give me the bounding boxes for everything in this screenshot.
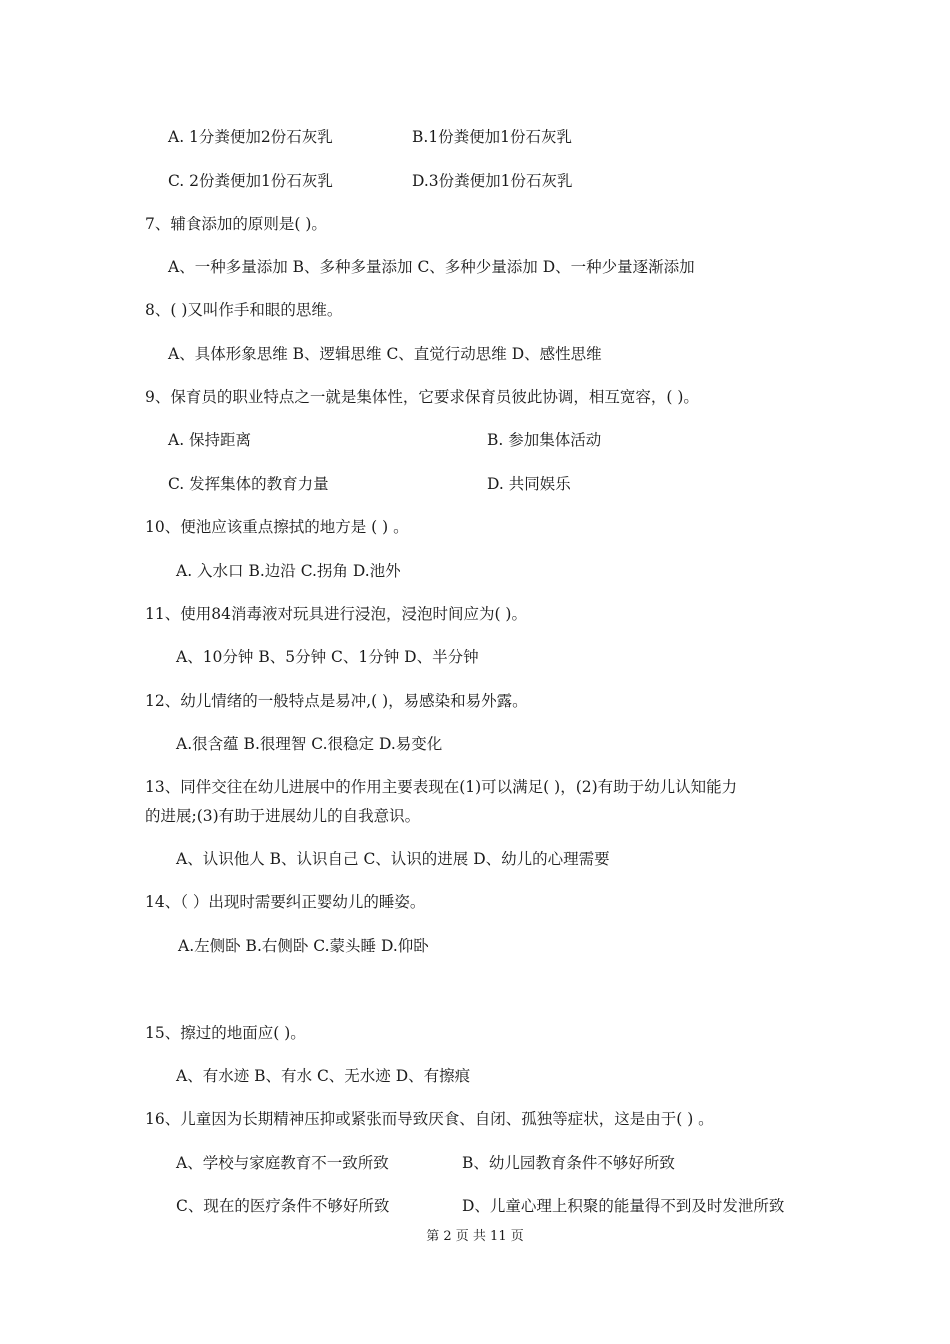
q16-option-a: A、学校与家庭教育不一致所致 — [176, 1154, 389, 1172]
question-12-options: A.很含蕴 B.很理智 C.很稳定 D.易变化 — [176, 735, 443, 753]
question-13-line-2: 的进展;(3)有助于进展幼儿的自我意识。 — [145, 807, 421, 825]
question-14: 14、（ ）出现时需要纠正婴幼儿的睡姿。 — [145, 893, 426, 911]
question-7: 7、辅食添加的原则是( )。 — [145, 215, 327, 233]
question-13-line-1: 13、同伴交往在幼儿进展中的作用主要表现在(1)可以满足( )，(2)有助于幼儿认知能力 — [145, 778, 738, 796]
q6-option-c: C. 2份粪便加1份石灰乳 — [168, 172, 333, 190]
q6-option-a: A. 1分粪便加2份石灰乳 — [168, 128, 333, 146]
q9-option-b: B. 参加集体活动 — [487, 431, 602, 449]
question-11-options: A、10分钟 B、5分钟 C、1分钟 D、半分钟 — [176, 648, 479, 666]
question-11: 11、使用84消毒液对玩具进行浸泡，浸泡时间应为( )。 — [145, 605, 527, 623]
question-10-options: A. 入水口 B.边沿 C.拐角 D.池外 — [176, 562, 401, 580]
question-10: 10、便池应该重点擦拭的地方是 ( ) 。 — [145, 518, 409, 536]
question-16: 16、儿童因为长期精神压抑或紧张而导致厌食、自闭、孤独等症状，这是由于( ) 。 — [145, 1110, 714, 1128]
question-15-options: A、有水迹 B、有水 C、无水迹 D、有擦痕 — [176, 1067, 471, 1085]
question-8-options: A、具体形象思维 B、逻辑思维 C、直觉行动思维 D、感性思维 — [168, 345, 602, 363]
q6-option-b: B.1份粪便加1份石灰乳 — [412, 128, 573, 146]
q9-option-d: D. 共同娱乐 — [487, 475, 571, 493]
question-7-options: A、一种多量添加 B、多种多量添加 C、多种少量添加 D、一种少量逐渐添加 — [168, 258, 695, 276]
question-9: 9、保育员的职业特点之一就是集体性，它要求保育员彼此协调，相互宽容，( )。 — [145, 388, 699, 406]
q9-option-a: A. 保持距离 — [168, 431, 252, 449]
page-footer: 第 2 页 共 11 页 — [426, 1229, 524, 1244]
question-13-options: A、认识他人 B、认识自己 C、认识的进展 D、幼儿的心理需要 — [176, 850, 610, 868]
q9-option-c: C. 发挥集体的教育力量 — [168, 475, 329, 493]
q16-option-d: D、儿童心理上积聚的能量得不到及时发泄所致 — [462, 1197, 785, 1215]
question-14-options: A.左侧卧 B.右侧卧 C.蒙头睡 D.仰卧 — [178, 937, 429, 955]
question-12: 12、幼儿情绪的一般特点是易冲,( )，易感染和易外露。 — [145, 692, 528, 710]
q16-option-c: C、现在的医疗条件不够好所致 — [176, 1197, 390, 1215]
question-15: 15、擦过的地面应( )。 — [145, 1024, 306, 1042]
q16-option-b: B、幼儿园教育条件不够好所致 — [462, 1154, 675, 1172]
q6-option-d: D.3份粪便加1份石灰乳 — [412, 172, 573, 190]
question-8: 8、( )又叫作手和眼的思维。 — [145, 301, 343, 319]
